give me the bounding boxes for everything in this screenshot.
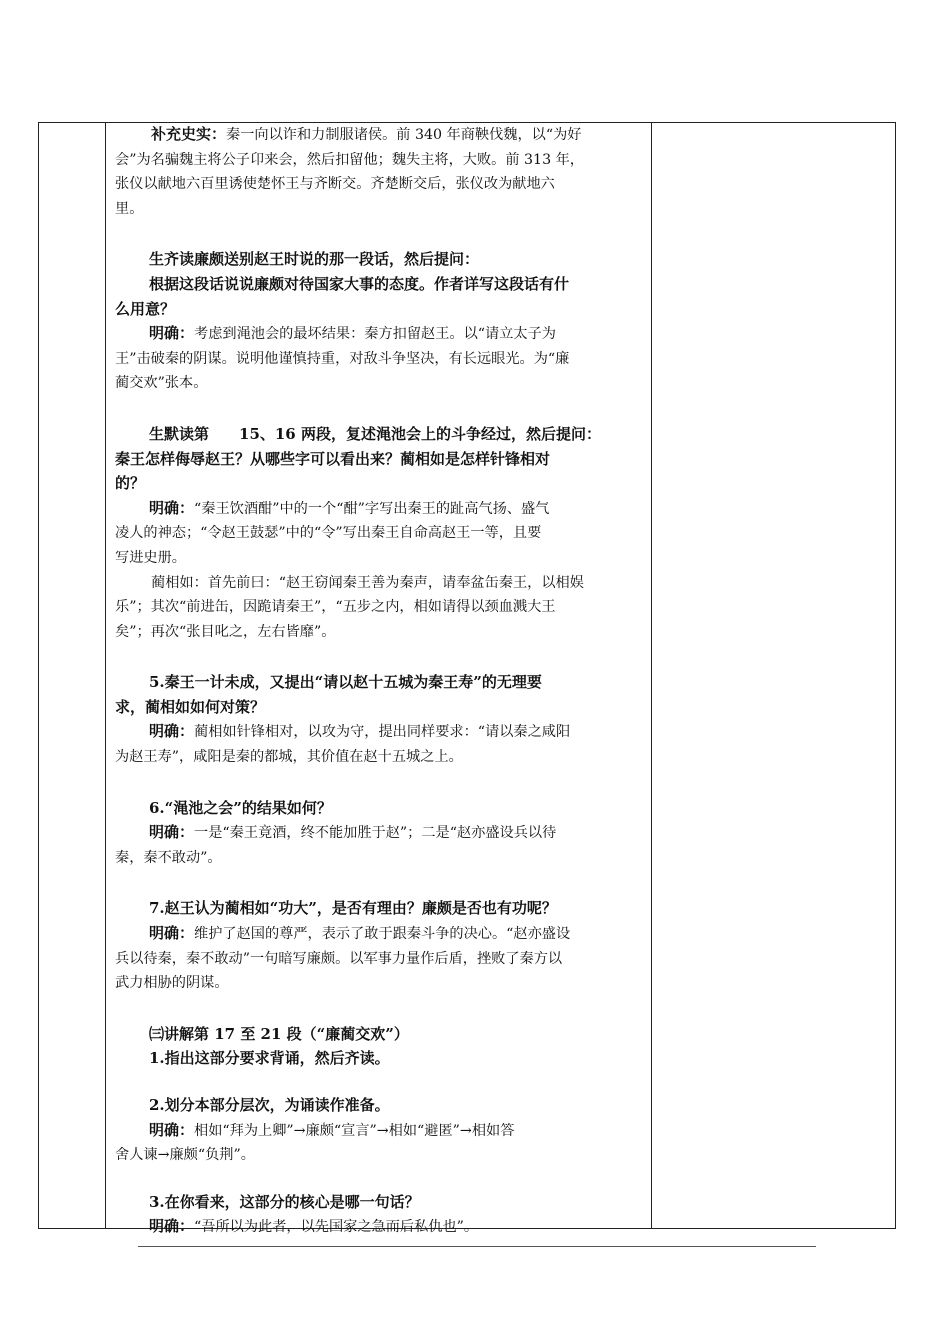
text-line: 写进史册。 bbox=[115, 549, 186, 566]
paragraph-xiangru: 蔺相如：首先前曰：“赵王窃闻秦王善为秦声，请奉盆缶秦王，以相娱 bbox=[151, 574, 584, 591]
table-column-divider-1 bbox=[105, 122, 106, 1229]
table-column-divider-2 bbox=[651, 122, 652, 1229]
text-line: 蔺交欢”张本。 bbox=[115, 375, 208, 392]
text-line: 为赵王寿”，咸阳是秦的都城，其价值在赵十五城之上。 bbox=[115, 749, 463, 766]
answer-mianchi: 明确：“秦王饮酒酣”中的一个“酣”字写出秦王的趾高气扬、盛气 bbox=[149, 498, 550, 517]
section-3-title: ㈢讲解第 17 至 21 段（“廉蔺交欢”） bbox=[149, 1024, 409, 1043]
question-5: 5.秦王一计未成，又提出“请以赵十五城为秦王寿”的无理要 bbox=[149, 673, 542, 692]
question-text: 的？ bbox=[115, 474, 146, 493]
section-3-answer-2: 明确：相如“拜为上卿”→廉颇“宣言”→相如“避匿”→相如答 bbox=[149, 1120, 515, 1139]
answer-7: 明确：维护了赵国的尊严，表示了敢于跟秦斗争的决心。“赵亦盛设 bbox=[149, 924, 571, 943]
text-line: 王”击破秦的阴谋。说明他谨慎持重，对敌斗争坚决，有长远眼光。为“廉 bbox=[115, 350, 570, 367]
section-3-question-2: 2.划分本部分层次，为诵读作准备。 bbox=[149, 1096, 390, 1114]
answer-lianpo: 明确：考虑到渑池会的最坏结果：秦方扣留赵王。以“请立太子为 bbox=[149, 324, 556, 343]
question-text: 根据这段话说说廉颇对待国家大事的态度。作者详写这段话有什 bbox=[149, 274, 570, 293]
question-6: 6.“渑池之会”的结果如何？ bbox=[149, 798, 332, 817]
text-line: 张仪以献地六百里诱使楚怀王与齐断交。齐楚断交后，张仪改为献地六 bbox=[115, 176, 555, 193]
table-left-border bbox=[38, 122, 39, 1229]
text-line: 凌人的神态；“令赵王鼓瑟”中的“令”写出秦王自命高赵王一等，且要 bbox=[115, 525, 542, 542]
lesson-content bbox=[115, 122, 647, 1240]
question-mianchi: 生默读第 15、16 两段，复述渑池会上的斗争经过，然后提问： bbox=[149, 424, 601, 443]
text-line: 里。 bbox=[115, 200, 144, 217]
answer-6: 明确：一是“秦王竟酒，终不能加胜于赵”；二是“赵亦盛设兵以待 bbox=[149, 823, 557, 842]
text-line: 兵以待秦，秦不敢动”一句暗写廉颇。以军事力量作后盾，挫败了秦方以 bbox=[115, 950, 563, 967]
footer-rule bbox=[138, 1246, 816, 1247]
question-7: 7.赵王认为蔺相如“功大”，是否有理由？廉颇是否也有功呢？ bbox=[149, 899, 557, 918]
table-right-border bbox=[895, 122, 896, 1229]
question-text: 么用意？ bbox=[115, 299, 176, 318]
question-lianpo: 生齐读廉颇送别赵王时说的那一段话，然后提问： bbox=[149, 250, 480, 269]
paragraph-supplement: 补充史实：秦一向以诈和力制服诸侯。前 340 年商鞅伐魏，以“为好 bbox=[151, 125, 582, 143]
section-3-question-1: 1.指出这部分要求背诵，然后齐读。 bbox=[149, 1049, 390, 1068]
text-line: 矣”；再次“张目叱之，左右皆靡”。 bbox=[115, 623, 336, 640]
question-text: 求，蔺相如如何对策？ bbox=[115, 697, 266, 716]
text-line: 舍人谏→廉颇“负荆”。 bbox=[115, 1147, 255, 1164]
question-text: 秦王怎样侮辱赵王？从哪些字可以看出来？蔺相如是怎样针锋相对 bbox=[115, 449, 551, 468]
text-line: 武力相胁的阴谋。 bbox=[115, 975, 229, 992]
section-3-answer-3: 明确：“吾所以为此者，以先国家之急而后私仇也”。 bbox=[149, 1217, 479, 1236]
section-3-question-3: 3.在你看来，这部分的核心是哪一句话？ bbox=[149, 1192, 420, 1211]
text-line: 乐”；其次“前进缶，因跪请秦王”，“五步之内，相如请得以颈血溅大王 bbox=[115, 599, 556, 616]
answer-5: 明确：蔺相如针锋相对，以攻为守，提出同样要求：“请以秦之咸阳 bbox=[149, 722, 571, 741]
text-line: 会”为名骗魏主将公子卬来会，然后扣留他；魏失主将，大败。前 313 年， bbox=[115, 151, 584, 168]
text-line: 秦，秦不敢动”。 bbox=[115, 849, 222, 866]
